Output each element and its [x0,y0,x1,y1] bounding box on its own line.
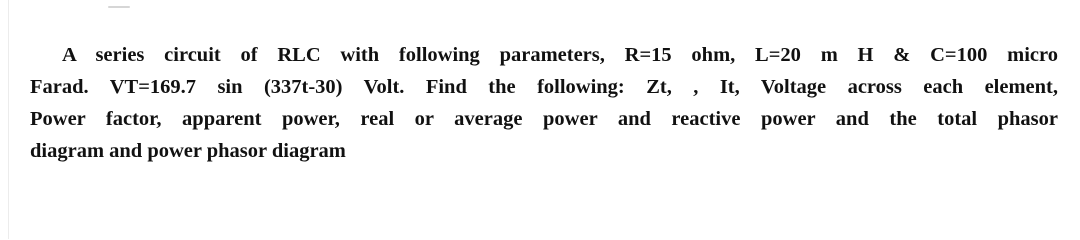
problem-line-4: diagram and power phasor diagram [30,140,346,162]
left-edge-line [8,0,9,239]
scan-mark [108,6,130,8]
problem-statement [30,39,1058,167]
problem-line-2: Farad. VT=169.7 sin (337t-30) Volt. Find the following: Zt, , It, Voltage across each element, [30,76,1058,98]
problem-line-1: A series circuit of RLC with following parameters, R=15 ohm, L=20 m H & C=100 micro [62,44,1058,66]
problem-line-3: Power factor, apparent power, real or average power and reactive power and the total phasor [30,108,1058,130]
